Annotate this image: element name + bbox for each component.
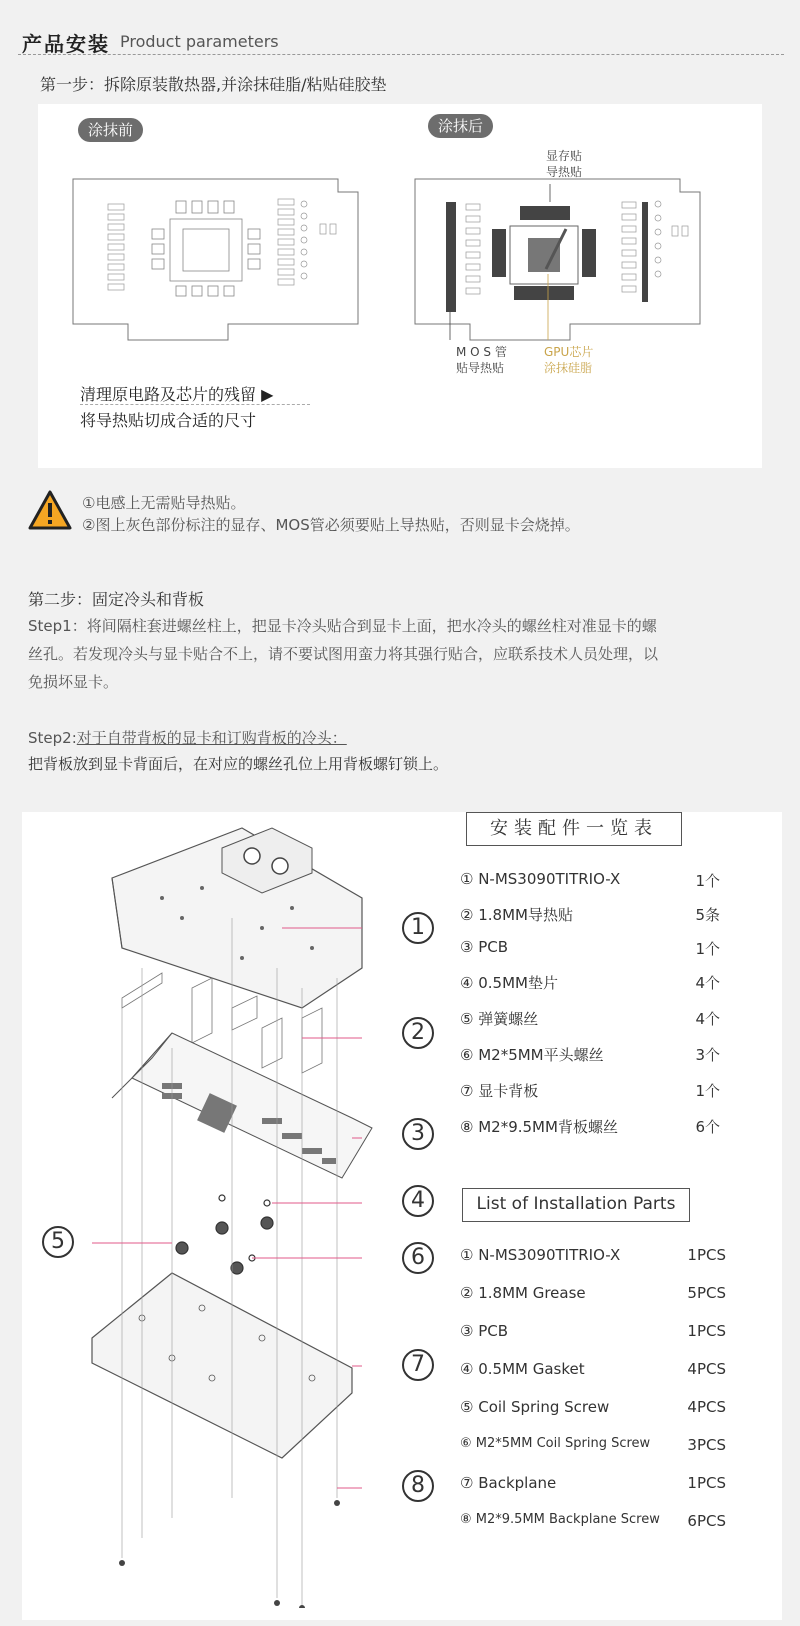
mos-callout <box>456 344 507 376</box>
parts-en-item: ⑤ Coil Spring Screw <box>460 1398 610 1416</box>
parts-en-item: ④ 0.5MM Gasket <box>460 1360 585 1378</box>
parts-en-item: ③ PCB <box>460 1322 509 1340</box>
step1-title: 第一步：拆除原装散热器,并涂抹硅脂/粘贴硅胶垫 <box>40 75 387 94</box>
step2-title: 第二步：固定冷头和背板 <box>28 590 205 609</box>
parts-cn-qty: 3个 <box>695 1046 720 1064</box>
parts-en-qty: 1PCS <box>687 1322 726 1340</box>
parts-cn-qty: 1个 <box>695 940 720 958</box>
diagram-number-2: 2 <box>402 1017 434 1049</box>
parts-cn-item: ⑥ M2*5MM平头螺丝 <box>460 1046 604 1064</box>
parts-cn-qty: 1个 <box>695 1082 720 1100</box>
note-line2: 将导热贴切成合适的尺寸 <box>80 411 257 430</box>
parts-cn-item: ② 1.8MM导热贴 <box>460 906 573 924</box>
diagram-number-1: 1 <box>402 912 434 944</box>
parts-cn-qty: 4个 <box>695 1010 720 1028</box>
memory-callout-line2: 导热贴 <box>546 165 583 179</box>
parts-en-title: List of Installation Parts <box>462 1188 690 1222</box>
gpu-callout-line2: 涂抹硅脂 <box>544 361 593 375</box>
mos-callout-line2: 贴导热贴 <box>456 361 505 375</box>
parts-panel <box>22 812 782 1620</box>
parts-en-item: ⑧ M2*9.5MM Backplane Screw <box>460 1512 660 1527</box>
diagram-number-4: 4 <box>402 1185 434 1217</box>
parts-cn-item: ① N-MS3090TITRIO-X <box>460 870 621 888</box>
step2-para2-heading <box>28 724 788 752</box>
parts-cn-item: ③ PCB <box>460 938 509 956</box>
step2-para1-line3: 免损坏显卡。 <box>28 673 119 691</box>
step2-para2-line: 把背板放到显卡背面后，在对应的螺丝孔位上用背板螺钉锁上。 <box>28 755 449 773</box>
parts-en-item: ① N-MS3090TITRIO-X <box>460 1246 621 1264</box>
parts-en-qty: 6PCS <box>687 1512 726 1530</box>
parts-cn-title: 安装配件一览表 <box>466 812 682 846</box>
note-divider <box>80 404 310 405</box>
mos-callout-line1: M O S 管 <box>456 345 507 359</box>
step2-para1-line2: 丝孔。若发现冷头与显卡贴合不上，请不要试图用蛮力将其强行贴合，应联系技术人员处理，以 <box>28 645 659 663</box>
header-divider <box>18 54 784 55</box>
parts-en-qty: 1PCS <box>687 1246 726 1264</box>
warning-line2: ②图上灰色部份标注的显存、MOS管必须要贴上导热贴，否则显卡会烧掉。 <box>82 516 580 534</box>
diagram-number-5: 5 <box>42 1226 74 1258</box>
page-subtitle: Product parameters <box>120 32 279 51</box>
warning-triangle-icon <box>28 490 72 530</box>
step2-para2-prefix: Step2: <box>28 729 77 747</box>
diagram-number-3: 3 <box>402 1118 434 1150</box>
memory-callout <box>546 148 582 180</box>
step1-panel <box>38 104 762 468</box>
parts-en-qty: 1PCS <box>687 1474 726 1492</box>
board-before-diagram <box>68 174 368 342</box>
after-label: 涂抹后 <box>428 114 493 138</box>
parts-en-qty: 3PCS <box>687 1436 726 1454</box>
parts-cn-item: ⑧ M2*9.5MM背板螺丝 <box>460 1118 618 1136</box>
parts-en-qty: 5PCS <box>687 1284 726 1302</box>
diagram-number-8: 8 <box>402 1470 434 1502</box>
parts-en-item: ② 1.8MM Grease <box>460 1284 586 1302</box>
note-line1: 清理原电路及芯片的残留 ▶ <box>80 385 274 404</box>
step2-para2-title: 对于自带背板的显卡和订购背板的冷头： <box>76 729 347 747</box>
gpu-callout <box>544 344 593 376</box>
step2-para1-line1: Step1：将间隔柱套进螺丝柱上，把显卡冷头贴合到显卡上面，把水冷头的螺丝柱对准显卡的螺 <box>28 617 657 635</box>
before-label: 涂抹前 <box>78 118 143 142</box>
parts-cn-qty: 4个 <box>695 974 720 992</box>
parts-en-item: ⑦ Backplane <box>460 1474 557 1492</box>
parts-cn-item: ⑤ 弹簧螺丝 <box>460 1010 539 1028</box>
memory-callout-line1: 显存贴 <box>546 149 583 163</box>
gpu-callout-line1: GPU芯片 <box>544 345 594 359</box>
parts-cn-qty: 6个 <box>695 1118 720 1136</box>
parts-cn-qty: 5条 <box>695 906 720 924</box>
board-after-diagram <box>410 174 710 342</box>
exploded-diagram <box>62 818 382 1608</box>
parts-en-item: ⑥ M2*5MM Coil Spring Screw <box>460 1436 651 1451</box>
parts-cn-qty: 1个 <box>695 872 720 890</box>
page-title: 产品安装 <box>22 32 110 56</box>
diagram-number-6: 6 <box>402 1242 434 1274</box>
parts-cn-item: ⑦ 显卡背板 <box>460 1082 539 1100</box>
diagram-number-7: 7 <box>402 1349 434 1381</box>
parts-en-qty: 4PCS <box>687 1360 726 1378</box>
parts-cn-item: ④ 0.5MM垫片 <box>460 974 558 992</box>
parts-en-qty: 4PCS <box>687 1398 726 1416</box>
warning-line1: ①电感上无需贴导热贴。 <box>82 494 246 512</box>
